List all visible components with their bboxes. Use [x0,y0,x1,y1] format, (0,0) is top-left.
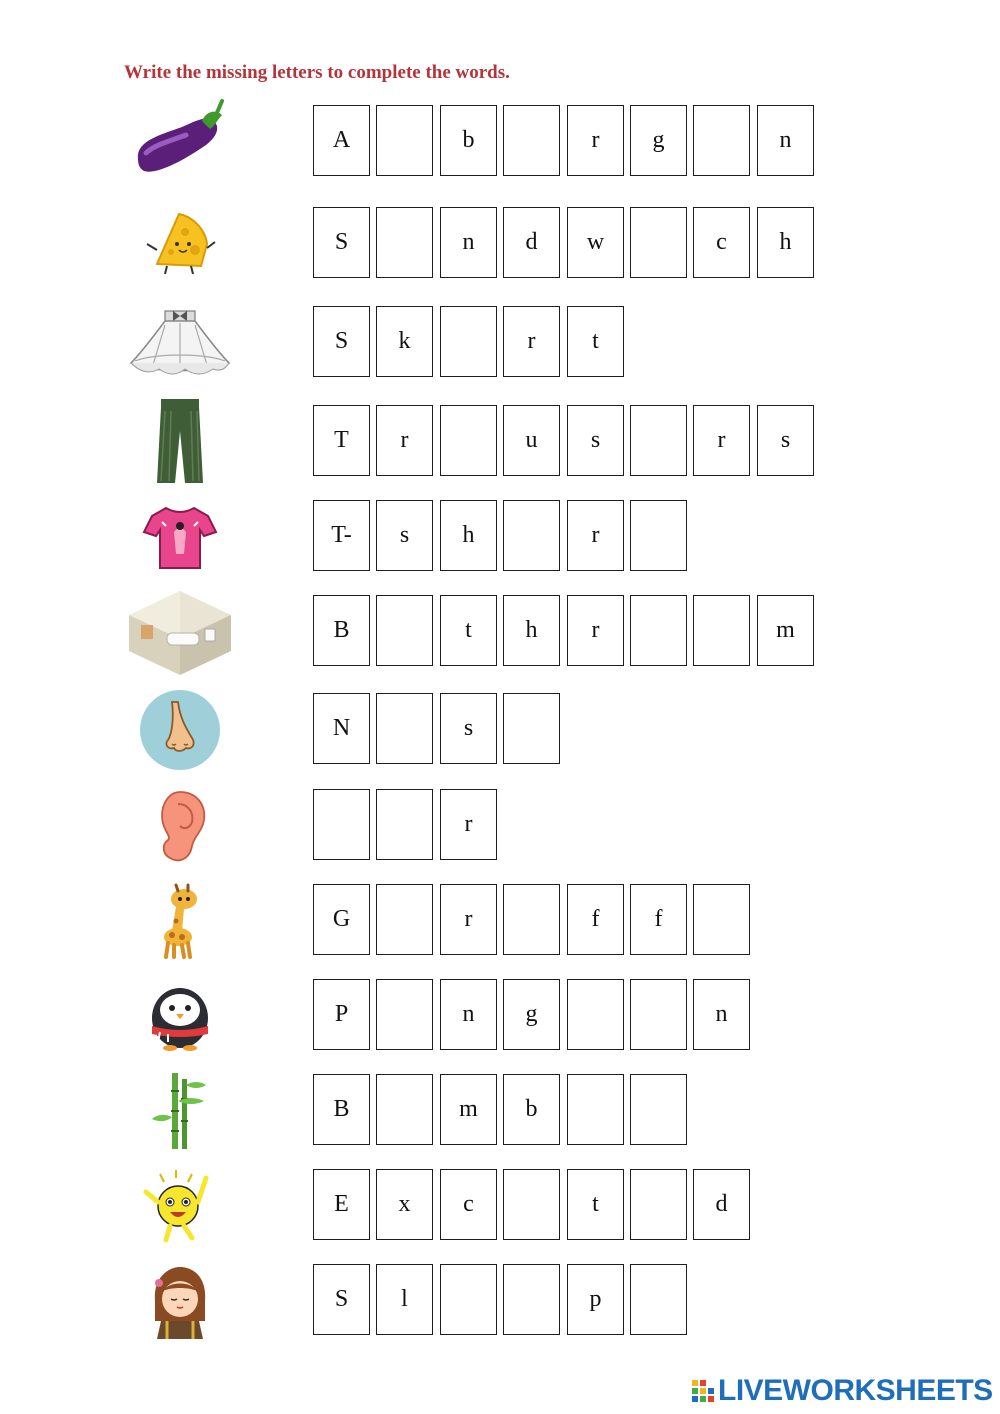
letter-cell: u [503,405,560,476]
letter-input[interactable] [503,693,560,764]
excited-face-icon [120,1165,240,1247]
letter-cell: l [376,1264,433,1335]
letter-cell: S [313,1264,370,1335]
word-row [0,595,1000,669]
letter-cell: b [440,105,497,176]
letter-cell: r [440,884,497,955]
letter-input[interactable] [693,595,750,666]
letter-cell: g [503,979,560,1050]
letter-cell: f [567,884,624,955]
letter-input[interactable] [630,405,687,476]
bamboo-icon [120,1070,240,1152]
letter-cell: A [313,105,370,176]
letter-input[interactable] [630,1074,687,1145]
word-row [0,1169,1000,1243]
skirt-icon [120,302,240,384]
word-row [0,500,1000,574]
letter-cell: w [567,207,624,278]
letter-cell: s [440,693,497,764]
letter-cell: r [567,105,624,176]
letter-input[interactable] [630,500,687,571]
letter-cell: T [313,405,370,476]
word-row [0,1074,1000,1148]
word-row [0,405,1000,479]
word-row [0,884,1000,958]
word-row [0,979,1000,1053]
letter-cell: B [313,1074,370,1145]
letter-cell: s [376,500,433,571]
word-row [0,306,1000,380]
letter-cell: k [376,306,433,377]
letter-input[interactable] [376,693,433,764]
letter-cell: S [313,207,370,278]
trousers-icon [120,401,240,483]
letter-cell: t [567,306,624,377]
letter-cell: B [313,595,370,666]
letter-input[interactable] [376,595,433,666]
letter-input[interactable] [376,1074,433,1145]
penguin-icon [120,975,240,1057]
letter-input[interactable] [630,595,687,666]
letter-cell: T- [313,500,370,571]
letter-cell: P [313,979,370,1050]
letter-cell: s [757,405,814,476]
letter-cell: r [440,789,497,860]
t-shirt-icon [120,496,240,578]
letter-cell: n [440,979,497,1050]
letter-input[interactable] [440,306,497,377]
letter-cell: p [567,1264,624,1335]
letter-cell: x [376,1169,433,1240]
letter-cell: n [693,979,750,1050]
letter-cell: r [693,405,750,476]
letter-input[interactable] [693,105,750,176]
giraffe-icon [120,880,240,962]
letter-cell: g [630,105,687,176]
letter-cell: N [313,693,370,764]
letter-cell: b [503,1074,560,1145]
letter-cell: n [440,207,497,278]
letter-cell: r [503,306,560,377]
letter-input[interactable] [440,1264,497,1335]
letter-input[interactable] [503,1169,560,1240]
letter-cell: E [313,1169,370,1240]
letter-input[interactable] [693,884,750,955]
letter-cell: c [693,207,750,278]
nose-icon [120,689,240,771]
letter-cell: n [757,105,814,176]
letter-input[interactable] [376,105,433,176]
letter-cell: h [440,500,497,571]
letter-cell: h [503,595,560,666]
letter-input[interactable] [503,1264,560,1335]
letter-cell: t [440,595,497,666]
instruction-heading: Write the missing letters to complete the words. [124,62,510,83]
letter-cell: r [376,405,433,476]
word-row [0,1264,1000,1338]
brand-name: LIVEWORKSHEETS [718,1374,993,1407]
letter-input[interactable] [630,1264,687,1335]
letter-cell: h [757,207,814,278]
letter-input[interactable] [630,979,687,1050]
letter-cell: t [567,1169,624,1240]
letter-input[interactable] [503,500,560,571]
letter-cell: f [630,884,687,955]
letter-input[interactable] [440,405,497,476]
brand-footer [692,1374,993,1408]
letter-input[interactable] [503,105,560,176]
letter-cell: c [440,1169,497,1240]
letter-input[interactable] [630,1169,687,1240]
letter-input[interactable] [376,979,433,1050]
letter-cell: m [757,595,814,666]
sleepy-girl-icon [120,1260,240,1342]
letter-cell: r [567,500,624,571]
bathroom-icon [120,591,240,673]
ear-icon [120,785,240,867]
letter-cell: r [567,595,624,666]
letter-cell: d [693,1169,750,1240]
word-row [0,105,1000,179]
liveworksheets-logo-icon [692,1379,714,1403]
letter-input[interactable] [630,207,687,278]
letter-cell: S [313,306,370,377]
word-row [0,207,1000,281]
eggplant-icon [120,101,240,183]
letter-input[interactable] [567,979,624,1050]
letter-input[interactable] [567,1074,624,1145]
letter-input[interactable] [313,789,370,860]
letter-cell: G [313,884,370,955]
letter-input[interactable] [376,884,433,955]
word-row [0,789,1000,863]
letter-cell: m [440,1074,497,1145]
letter-cell: d [503,207,560,278]
letter-input[interactable] [376,789,433,860]
letter-input[interactable] [376,207,433,278]
cheese-icon [120,203,240,285]
word-row [0,693,1000,767]
letter-cell: s [567,405,624,476]
letter-input[interactable] [503,884,560,955]
